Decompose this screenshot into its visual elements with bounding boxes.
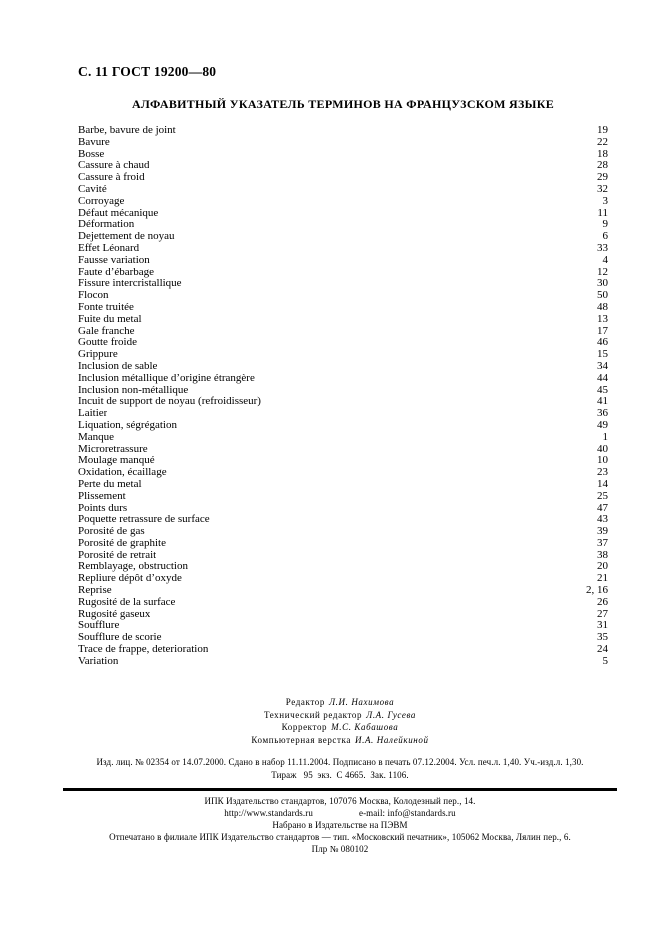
index-entry [78,172,608,184]
index-term: Porosité de graphite [78,537,166,549]
index-ref: 2, 16 [586,584,608,597]
staff-line [63,734,617,747]
index-entry [78,255,608,267]
index-term: Inclusion métallique d’origine étrangère [78,372,255,384]
index-entry [78,149,608,161]
index-entry [78,361,608,373]
index-entry [78,514,608,526]
index-entry [78,337,608,349]
index-entry [78,550,608,562]
index-entry [78,585,608,597]
index-ref: 40 [597,442,608,455]
index-term: Manque [78,431,115,443]
index-term: Corroyage [78,195,125,207]
index-ref: 50 [597,289,608,302]
staff-role: Технический редактор [263,709,363,720]
index-term: Oxidation, écaillage [78,467,167,479]
index-ref: 9 [602,218,608,231]
index-term: Dejettement de noyau [78,231,175,243]
index-entry [78,420,608,432]
index-entry [78,609,608,621]
index-ref: 17 [597,324,608,337]
index-ref: 3 [602,194,608,207]
staff-line [63,696,617,709]
index-term: Laitier [78,408,108,420]
index-term: Déformation [78,219,135,231]
index-term: Barbe, bavure de joint [78,125,176,136]
index-entry [78,479,608,491]
index-entry [78,656,608,668]
index-ref: 39 [597,525,608,538]
index-ref: 14 [597,477,608,490]
index-term: Rugosité de la surface [78,596,176,608]
staff-name: М.С. Кабашова [331,722,399,732]
index-term: Porosité de gas [78,526,145,538]
index-entry [78,314,608,326]
index-term: Liquation, ségrégation [78,419,177,431]
index-entry [78,432,608,444]
index-ref: 25 [597,489,608,502]
index-entry [78,302,608,314]
print-info-line2: Тираж 95 экз. С 4665. Зак. 1106. [271,769,409,780]
email-address: e-mail: info@standards.ru [358,807,456,818]
index-term: Gale franche [78,325,135,337]
index-ref: 48 [597,300,608,313]
index-term: Inclusion de sable [78,360,158,372]
index-ref: 19 [597,124,608,136]
staff-role: Компьютерная верстка [251,734,351,745]
index-ref: 20 [597,560,608,573]
colophon [63,696,617,855]
index-entry [78,632,608,644]
index-term: Fissure intercristallique [78,278,182,290]
index-ref: 11 [597,206,608,219]
index-term: Bosse [78,148,105,160]
index-entry [78,561,608,573]
printed-note: Отпечатано в филиале ИПК Издательство стандартов — тип. «Московский печатник», 105062 Москва, Лялин пер., 6. [109,831,571,842]
index-ref: 32 [597,182,608,195]
print-info-line1: Изд. лиц. № 02354 от 14.07.2000. Сдано в набор 11.11.2004. Подписано в печать 07.12.2004. Усл. печ.л. 1,40. Уч.-изд.л. 1,30. [96,757,584,767]
index-term: Microretrassure [78,443,148,455]
index-entry [78,349,608,361]
index-ref: 31 [597,619,608,632]
index-term: Bavure [78,136,110,148]
index-ref: 23 [597,466,608,479]
index-ref: 30 [597,277,608,290]
index-list [78,125,608,668]
page-title: АЛФАВИТНЫЙ УКАЗАТЕЛЬ ТЕРМИНОВ НА ФРАНЦУЗСКОМ ЯЗЫКЕ [131,97,555,111]
index-entry [78,620,608,632]
index-entry [78,385,608,397]
index-term: Porosité de retrait [78,549,157,561]
index-term: Perte du metal [78,478,142,490]
index-entry [78,597,608,609]
index-entry [78,373,608,385]
index-term: Incuit de support de noyau (refroidisseur) [78,396,261,408]
index-term: Moulage manqué [78,455,155,467]
index-ref: 12 [597,265,608,278]
index-term: Fausse variation [78,254,150,266]
staff-name: Л.А. Гусева [366,709,417,720]
index-ref: 15 [597,348,608,361]
staff-name: И.А. Налейкиной [355,734,429,745]
index-term: Repliure dépôt d’oxyde [78,573,182,585]
index-entry [78,125,608,137]
index-ref: 1 [602,430,608,443]
index-term: Plissement [78,490,126,502]
index-ref: 4 [602,253,608,266]
index-term: Goutte froide [78,337,137,349]
index-ref: 24 [597,643,608,656]
index-term: Cassure à chaud [78,160,150,172]
index-ref: 33 [597,241,608,254]
staff-list [63,696,617,746]
index-ref: 26 [597,595,608,608]
publisher-address: ИПК Издательство стандартов, 107076 Москва, Колодезный пер., 14. [204,795,476,806]
index-ref: 46 [597,336,608,349]
index-term: Inclusion non-métallique [78,384,189,396]
index-entry [78,184,608,196]
index-ref: 29 [597,171,608,184]
index-entry [78,137,608,149]
index-entry [78,243,608,255]
index-term: Rugosité gaseux [78,608,151,620]
typeset-note: Набрано в Издательстве на ПЭВМ [272,819,408,830]
index-term: Cassure à froid [78,172,145,184]
index-entry [78,208,608,220]
web-email-line [63,807,617,819]
index-entry [78,503,608,515]
index-term: Remblayage, obstruction [78,561,188,573]
index-entry [78,455,608,467]
index-entry [78,219,608,231]
index-term: Soufflure [78,620,120,632]
index-term: Reprise [78,585,112,597]
index-entry [78,278,608,290]
index-entry [78,467,608,479]
publisher-block [63,795,617,855]
index-ref: 21 [597,572,608,585]
staff-role: Корректор [281,722,328,732]
index-term: Fuite du metal [78,313,142,325]
index-entry [78,644,608,656]
index-ref: 44 [597,371,608,384]
index-term: Effet Léonard [78,242,140,254]
index-ref: 18 [597,147,608,160]
index-term: Faute d’ébarbage [78,266,155,278]
index-entry [78,267,608,279]
index-ref: 41 [597,395,608,408]
index-entry [78,290,608,302]
index-ref: 37 [597,536,608,549]
index-ref: 47 [597,501,608,514]
index-entry [78,538,608,550]
index-entry [78,444,608,456]
index-ref: 6 [602,230,608,243]
index-term: Grippure [78,349,118,361]
staff-name: Л.И. Нахимова [328,697,395,707]
index-entry [78,573,608,585]
index-ref: 43 [597,513,608,526]
index-entry [78,160,608,172]
staff-role: Редактор [285,697,325,707]
index-entry [78,396,608,408]
index-term: Trace de frappe, deterioration [78,644,209,656]
page-header: С. 11 ГОСТ 19200—80 [78,64,217,79]
index-ref: 36 [597,407,608,420]
index-entry [78,491,608,503]
index-term: Flocon [78,290,109,302]
index-ref: 13 [597,312,608,325]
index-term: Fonte truitée [78,301,134,313]
index-entry [78,526,608,538]
index-ref: 10 [597,454,608,467]
index-ref: 27 [597,607,608,620]
index-ref: 22 [597,135,608,148]
index-ref: 38 [597,548,608,561]
index-entry [78,231,608,243]
index-ref: 49 [597,418,608,431]
index-term: Défaut mécanique [78,207,159,219]
divider-rule [63,788,617,791]
index-term: Cavité [78,183,107,195]
index-ref: 28 [597,159,608,172]
index-term: Variation [78,655,119,667]
index-term: Points durs [78,502,128,514]
index-ref: 34 [597,359,608,372]
index-entry [78,408,608,420]
staff-line [63,709,617,722]
index-ref: 35 [597,631,608,644]
index-entry [78,196,608,208]
index-ref: 45 [597,383,608,396]
plr-number: Плр № 080102 [311,843,369,854]
index-term: Poquette retrassure de surface [78,514,210,526]
index-ref: 5 [602,654,608,667]
staff-line [63,721,617,734]
index-entry [78,326,608,338]
website-url: http://www.standards.ru [224,807,313,818]
index-term: Soufflure de scorie [78,632,162,644]
